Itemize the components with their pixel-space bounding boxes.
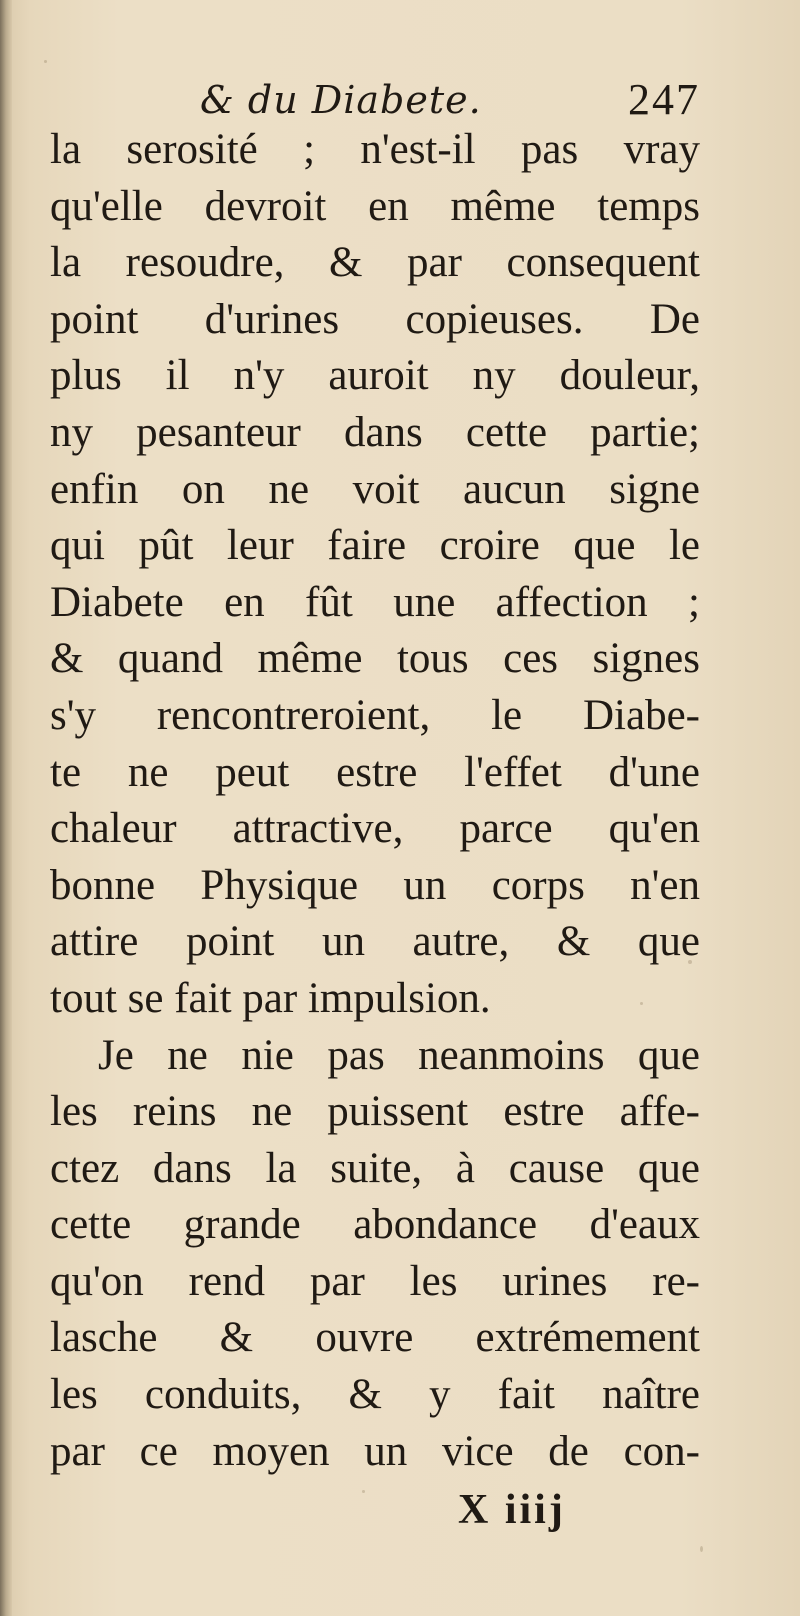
- text-line: qu'on rend par les urines re-: [50, 1257, 700, 1305]
- paragraph-first-line: Je ne nie pas neanmoins que: [98, 1031, 700, 1079]
- text-line: point d'urines copieuses. De: [50, 295, 700, 343]
- text-line: la serosité ; n'est-il pas vray: [50, 126, 700, 173]
- text-line: enfin on ne voit aucun signe: [50, 465, 700, 513]
- text-line: chaleur attractive, parce qu'en: [50, 805, 700, 853]
- text-line: qu'elle devroit en même temps: [50, 182, 700, 230]
- signature-mark: X iiij: [458, 1487, 566, 1533]
- body-text: [50, 122, 700, 1480]
- text-line: tout se fait par impulsion.: [50, 974, 491, 1022]
- text-line: Diabete en fût une affection ;: [50, 578, 700, 626]
- paper-speck: [700, 1546, 703, 1552]
- text-line: & quand même tous ces signes: [50, 635, 700, 683]
- text-line: te ne peut estre l'effet d'une: [50, 748, 700, 796]
- text-line: lasche & ouvre extrémement: [50, 1314, 700, 1362]
- text-line: attire point un autre, & que: [50, 918, 700, 966]
- text-line: plus il n'y auroit ny douleur,: [50, 352, 700, 400]
- paper-speck: [44, 60, 47, 63]
- text-line: cette grande abondance d'eaux: [50, 1201, 700, 1249]
- paper-speck: [362, 1490, 365, 1493]
- text-line: s'y rencontreroient, le Diabe-: [50, 691, 700, 739]
- page-header: [200, 70, 700, 130]
- text-line: par ce moyen un vice de con-: [50, 1427, 700, 1475]
- text-line: les conduits, & y fait naître: [50, 1371, 700, 1419]
- page-gutter: [0, 0, 12, 1616]
- running-title: & du Diabete.: [200, 78, 482, 122]
- text-line: bonne Physique un corps n'en: [50, 861, 700, 909]
- text-line: ny pesanteur dans cette partie;: [50, 408, 700, 456]
- page-number: 247: [628, 75, 700, 124]
- text-line: les reins ne puissent estre affe-: [50, 1088, 700, 1136]
- text-line: ctez dans la suite, à cause que: [50, 1144, 700, 1192]
- text-line: la resoudre, & par consequent: [50, 239, 700, 287]
- text-line: qui pût leur faire croire que le: [50, 522, 700, 570]
